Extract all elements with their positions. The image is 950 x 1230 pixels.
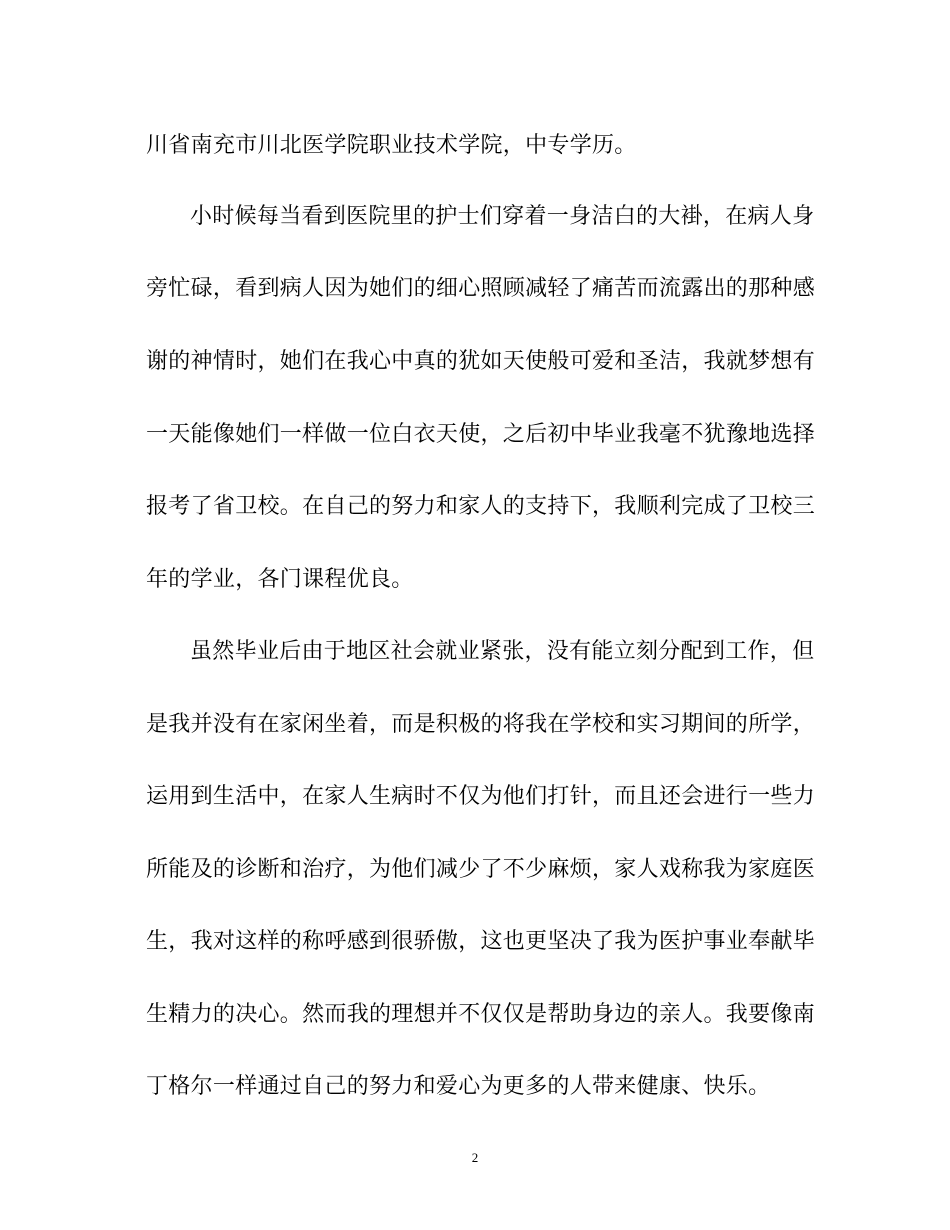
text-line: 丁格尔一样通过自己的努力和爱心为更多的人带来健康、快乐。 — [146, 1074, 771, 1099]
paragraph-start-line: 虽然毕业后由于地区社会就业紧张，没有能立刻分配到工作，但 — [190, 639, 815, 664]
paragraph-start-line: 小时候每当看到医院里的护士们穿着一身洁白的大褂，在病人身 — [190, 204, 815, 229]
text-line: 报考了省卫校。在自己的努力和家人的支持下，我顺利完成了卫校三 — [146, 494, 816, 519]
text-line: 一天能像她们一样做一位白衣天使，之后初中毕业我毫不犹豫地选择 — [146, 422, 816, 447]
page-number: 2 — [471, 1150, 479, 1165]
text-line: 生精力的决心。然而我的理想并不仅仅是帮助身边的亲人。我要像南 — [146, 1002, 816, 1027]
text-line: 旁忙碌，看到病人因为她们的细心照顾减轻了痛苦而流露出的那种感 — [146, 276, 816, 301]
text-line: 谢的神情时，她们在我心中真的犹如天使般可爱和圣洁，我就梦想有 — [146, 349, 816, 374]
text-line: 生，我对这样的称呼感到很骄傲，这也更坚决了我为医护事业奉献毕 — [146, 929, 816, 954]
text-line: 年的学业，各门课程优良。 — [146, 567, 414, 592]
text-line: 运用到生活中，在家人生病时不仅为他们打针，而且还会进行一些力 — [146, 784, 816, 809]
text-line: 川省南充市川北医学院职业技术学院，中专学历。 — [146, 133, 637, 158]
text-line: 是我并没有在家闲坐着，而是积极的将我在学校和实习期间的所学， — [146, 712, 816, 737]
text-line: 所能及的诊断和治疗，为他们减少了不少麻烦，家人戏称我为家庭医 — [146, 857, 816, 882]
